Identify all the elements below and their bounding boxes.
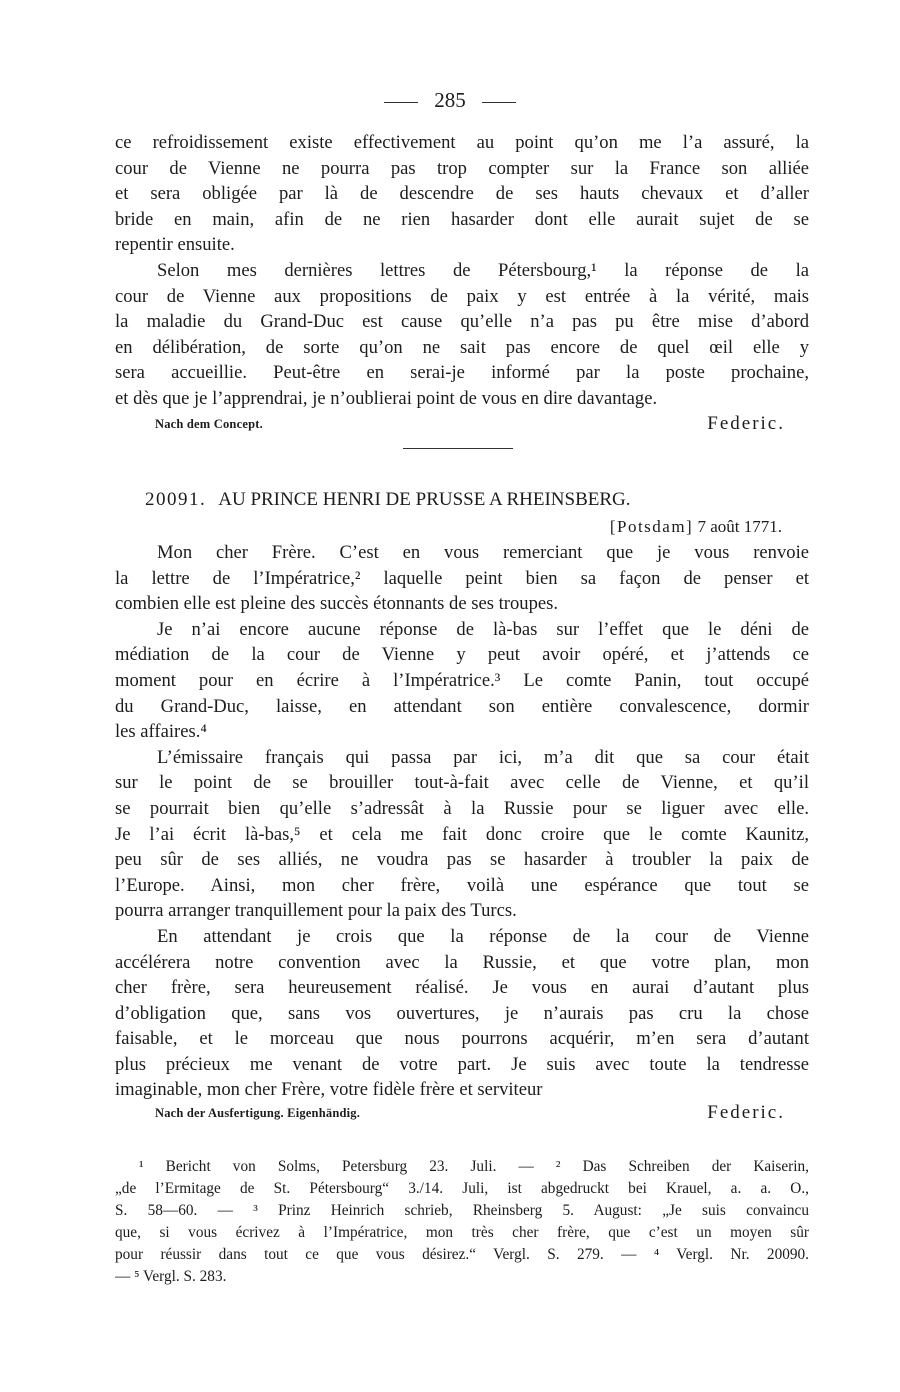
text-line: la maladie du Grand-Duc est cause qu’elle n’a pas pu être mise d’abord	[115, 311, 809, 333]
text-line: plus précieux me venant de votre part. Je suis avec toute la tendresse	[115, 1053, 809, 1075]
page-header	[0, 88, 900, 113]
text-line: L’émissaire français qui passa par ici, m’a dit que sa cour était	[157, 746, 809, 768]
date-place: [Potsdam]	[609, 517, 694, 536]
page-number: 285	[434, 88, 466, 112]
date-text: 7 août 1771.	[697, 517, 782, 536]
footnote-line: que, si vous écrivez à l’Impératrice, mon très cher frère, que c’est un moyen sûr	[115, 1224, 809, 1241]
text-line: et sera obligée par là de descendre de ses hauts chevaux et d’aller	[115, 183, 809, 205]
footnote-line: pour réussir dans tout ce que vous désirez.“ Vergl. S. 279. — ⁴ Vergl. Nr. 20090.	[115, 1246, 809, 1263]
text-line: du Grand-Duc, laisse, en attendant son entière convalescence, dormir	[115, 695, 809, 717]
text-line: sur le point de se brouiller tout-à-fait avec celle de Vienne, et qu’il	[115, 772, 809, 794]
header-dash-right	[482, 102, 516, 103]
text-line: Je n’ai encore aucune réponse de là-bas sur l’effet que le déni de	[157, 618, 809, 640]
text-line: En attendant je crois que la réponse de la cour de Vienne	[157, 925, 809, 947]
text-line: moment pour en écrire à l’Impératrice.³ Le comte Panin, tout occupé	[115, 669, 809, 691]
text-line: cour de Vienne aux propositions de paix y est entrée à la vérité, mais	[115, 285, 809, 307]
letter-dateline	[610, 514, 782, 540]
text-line: cour de Vienne ne pourra pas trop compter sur la France son alliée	[115, 157, 809, 179]
text-line: imaginable, mon cher Frère, votre fidèle frère et serviteur	[115, 1079, 543, 1101]
text-line: les affaires.⁴	[115, 721, 207, 743]
footnotes	[115, 1156, 809, 1288]
source-note: Nach dem Concept.	[155, 417, 263, 431]
letter-title: AU PRINCE HENRI DE PRUSSE A RHEINSBERG.	[218, 489, 631, 510]
text-line: repentir ensuite.	[115, 234, 235, 256]
text-line: pourra arranger tranquillement pour la paix des Turcs.	[115, 900, 517, 922]
text-line: l’Europe. Ainsi, mon cher frère, voilà une espérance que tout se	[115, 874, 809, 896]
text-line: peu sûr de ses alliés, ne voudra pas se hasarder à troubler la paix de	[115, 849, 809, 871]
letter-heading	[145, 486, 845, 514]
text-line: combien elle est pleine des succès étonnants de ses troupes.	[115, 593, 559, 615]
previous-letter-signoff	[155, 411, 785, 437]
text-line: et dès que je l’apprendrai, je n’oublierai point de vous en dire davantage.	[115, 387, 658, 409]
text-line: accélérera notre convention avec la Russie, et que votre plan, mon	[115, 951, 809, 973]
header-dash-left	[384, 102, 418, 103]
signature: Federic.	[707, 1102, 785, 1123]
letter-number: 20091.	[145, 489, 207, 510]
text-line: cher frère, sera heureusement réalisé. Je vous en aurai d’autant plus	[115, 977, 809, 999]
text-line: bride en main, afin de ne rien hasarder dont elle aurait sujet de se	[115, 208, 809, 230]
source-note: Nach der Ausfertigung. Eigenhändig.	[155, 1106, 361, 1120]
previous-letter-body	[115, 130, 809, 412]
text-line: Selon mes dernières lettres de Pétersbourg,¹ la réponse de la	[157, 259, 809, 281]
text-line: Je l’ai écrit là-bas,⁵ et cela me fait donc croire que le comte Kaunitz,	[115, 823, 809, 845]
footnote-line: S. 58—60. — ³ Prinz Heinrich schrieb, Rheinsberg 5. August: „Je suis convaincu	[115, 1202, 809, 1219]
text-line: médiation de la cour de Vienne y peut avoir opéré, et j’attends ce	[115, 644, 809, 666]
section-divider	[403, 448, 513, 449]
text-line: se pourrait bien qu’elle s’adressât à la Russie pour se liguer avec elle.	[115, 797, 809, 819]
text-line: sera accueillie. Peut-être en serai-je informé par la poste prochaine,	[115, 362, 809, 384]
text-line: en délibération, de sorte qu’on ne sait pas encore de quel œil elle y	[115, 336, 809, 358]
footnote-line: „de l’Ermitage de St. Pétersbourg“ 3./14. Juli, ist abgedruckt bei Krauel, a. a. O.,	[115, 1180, 809, 1197]
signature: Federic.	[707, 413, 785, 434]
footnote-line: — ⁵ Vergl. S. 283.	[115, 1268, 227, 1285]
letter-signoff	[155, 1100, 785, 1126]
text-line: la lettre de l’Impératrice,² laquelle peint bien sa façon de penser et	[115, 567, 809, 589]
letter-body	[115, 540, 809, 1103]
text-line: ce refroidissement existe effectivement au point qu’on me l’a assuré, la	[115, 132, 809, 153]
footnote-line: ¹ Bericht von Solms, Petersburg 23. Juli. — ² Das Schreiben der Kaiserin,	[139, 1158, 809, 1175]
text-line: faisable, et le morceau que nous pourrons acquérir, m’en sera d’autant	[115, 1028, 809, 1050]
text-line: d’obligation que, sans vos ouvertures, je n’aurais pas cru la chose	[115, 1002, 809, 1024]
text-line: Mon cher Frère. C’est en vous remerciant que je vous renvoie	[157, 542, 809, 563]
